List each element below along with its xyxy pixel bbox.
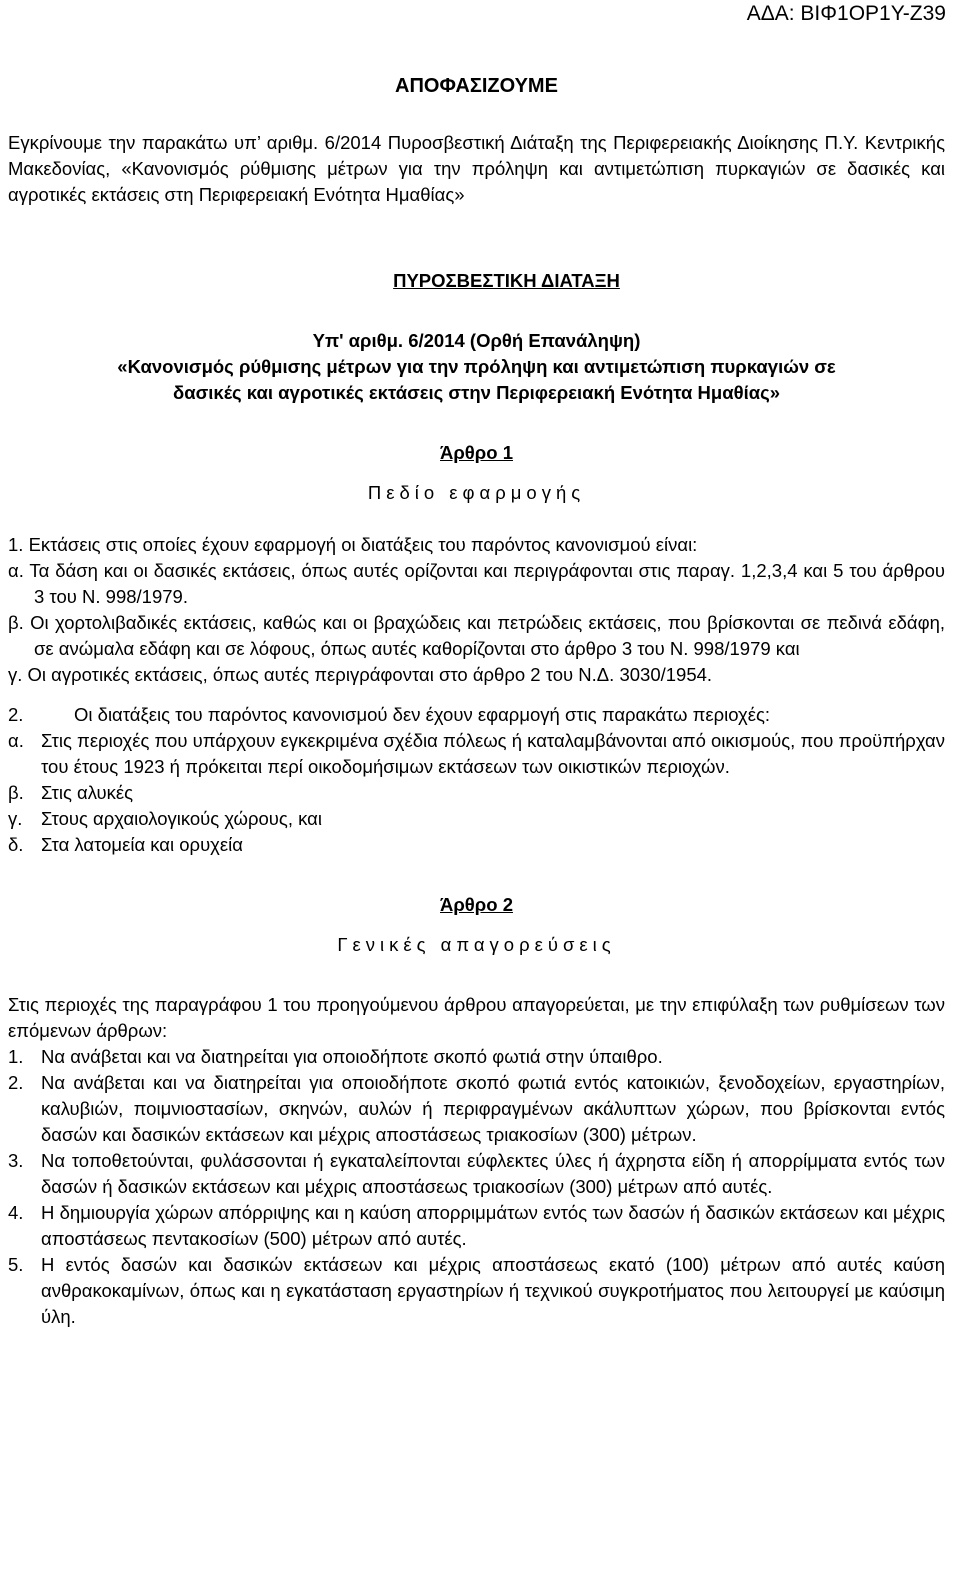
- article1-p2-text: Οι διατάξεις του παρόντος κανονισμού δεν έχουν εφαρμογή στις παρακάτω περιοχές:: [74, 704, 771, 725]
- list-item-num: 3.: [8, 1150, 24, 1171]
- list-item: [8, 1148, 945, 1200]
- list-item-num: β.: [8, 782, 24, 803]
- article2-subheading: Γενικές απαγορεύσεις: [337, 934, 616, 955]
- list-item: [8, 1200, 945, 1252]
- list-item: [8, 1044, 945, 1070]
- decision-heading: ΑΠΟΦΑΣΙΖΟΥΜΕ: [395, 75, 558, 97]
- list-item-num: 1.: [8, 1046, 24, 1067]
- ordinance-number: Υπ' αριθμ. 6/2014 (Ορθή Επανάληψη): [312, 330, 641, 351]
- ordinance-title: ΠΥΡΟΣΒΕΣΤΙΚΗ ΔΙΑΤΑΞΗ: [393, 270, 620, 291]
- list-item-text: Να τοποθετούνται, φυλάσσονται ή εγκαταλείπονται εύφλεκτες ύλες ή άχρηστα είδη ή απορρίμματα εντός των δασών ή δασικών εκτάσεων και μέχρις αποστάσεως τριακοσίων (300) μέτρων από αυτές.: [41, 1150, 945, 1197]
- list-item-num: δ.: [8, 834, 24, 855]
- list-item: [8, 806, 945, 832]
- article1-p1-intro: 1. Εκτάσεις στις οποίες έχουν εφαρμογή οι διατάξεις του παρόντος κανονισμού είναι:: [8, 534, 698, 555]
- ada-code: ΑΔΑ: ΒΙΦ1ΟΡ1Υ-Ζ39: [746, 2, 946, 25]
- list-item-num: 4.: [8, 1202, 24, 1223]
- list-item-text: Να ανάβεται και να διατηρείται για οποιοδήποτε σκοπό φωτιά στην ύπαιθρο.: [41, 1046, 663, 1067]
- list-item: [8, 728, 945, 780]
- article2-intro: Στις περιοχές της παραγράφου 1 του προηγούμενου άρθρου απαγορεύεται, με την επιφύλαξη των ρυθμίσεων των επόμενων άρθρων:: [8, 994, 945, 1041]
- intro-paragraph: Εγκρίνουμε την παρακάτω υπ’ αριθμ. 6/2014 Πυροσβεστική Διάταξη της Περιφερειακής Διοίκησης Π.Υ. Κεντρικής Μακεδονίας, «Κανονισμός ρύθμισης μέτρων για την πρόληψη και αντιμετώπιση πυρκαγιών σε δασικές και αγροτικές εκτάσεις στη Περιφερειακή Ενότητα Ημαθίας»: [8, 132, 945, 205]
- list-item-num: 5.: [8, 1254, 24, 1275]
- article1-p1-a: α. Τα δάση και οι δασικές εκτάσεις, όπως αυτές ορίζονται και περιγράφονται στις παραγ. 1,2,3,4 και 5 του άρθρου 3 του Ν. 998/1979.: [8, 560, 945, 607]
- list-item: [8, 832, 945, 858]
- list-item-text: Στους αρχαιολογικούς χώρους, και: [41, 808, 322, 829]
- list-item-text: Στις αλυκές: [41, 782, 134, 803]
- list-item-text: Η εντός δασών και δασικών εκτάσεων και μέχρις αποστάσεως εκατό (100) μέτρων από αυτές καύση ανθρακοκαμίνων, όπως και η εγκατάσταση εργαστηρίων ή τεχνικού συγκροτήματος που λειτουργεί με καύσιμη ύλη.: [41, 1254, 945, 1327]
- list-item-text: Να ανάβεται και να διατηρείται για οποιοδήποτε σκοπό φωτιά εντός κατοικιών, ξενοδοχείων, εργαστηρίων, καλυβιών, ποιμνιοστασίων, σκηνών, αυλών ή περιφραγμένων ακάλυπτων χώρων, που βρίσκονται εντός δασών και δασικών εκτάσεων και μέχρις αποστάσεως τριακοσίων (300) μέτρων.: [41, 1072, 945, 1145]
- article1-p1-b: β. Οι χορτολιβαδικές εκτάσεις, καθώς και οι βραχώδεις και πετρώδεις εκτάσεις, που βρίσκονται σε πεδινά εδάφη, σε ανώμαλα εδάφη και σε λόφους, όπως αυτές καθορίζονται στο άρθρο 3 του Ν. 998/1979 και: [8, 612, 945, 659]
- list-item-num: γ.: [8, 808, 23, 829]
- article1-p1-c: γ. Οι αγροτικές εκτάσεις, όπως αυτές περιγράφονται στο άρθρο 2 του Ν.Δ. 3030/1954.: [8, 664, 713, 685]
- list-item: [8, 1252, 945, 1330]
- list-item-num: 2.: [8, 1072, 24, 1093]
- list-item: [8, 1070, 945, 1148]
- list-item-text: Η δημιουργία χώρων απόρριψης και η καύση απορριμμάτων εντός των δασών ή δασικών εκτάσεων και μέχρις αποστάσεως πεντακοσίων (500) μέτρων από αυτές.: [41, 1202, 945, 1249]
- article1-subheading: Πεδίο εφαρμογής: [367, 482, 586, 503]
- article1-heading: Άρθρο 1: [440, 442, 513, 463]
- list-item-num: α.: [8, 730, 24, 751]
- article1-p2-num: 2.: [8, 704, 24, 725]
- ordinance-subject-line1: «Κανονισμός ρύθμισης μέτρων για την πρόληψη και αντιμετώπιση πυρκαγιών σε: [117, 356, 836, 377]
- list-item: [8, 780, 945, 806]
- article1-p2-intro: [8, 702, 945, 728]
- document-body: [8, 72, 945, 1330]
- ordinance-subject-line2: δασικές και αγροτικές εκτάσεις στην Περιφερειακή Ενότητα Ημαθίας»: [173, 382, 780, 403]
- list-item-text: Στις περιοχές που υπάρχουν εγκεκριμένα σχέδια πόλεως ή καταλαμβάνονται από οικισμούς, που προϋπήρχαν του έτους 1923 ή πρόκειται περί οικοδομήσιμων εκτάσεων των οικιστικών περιοχών.: [41, 730, 945, 777]
- list-item-text: Στα λατομεία και ορυχεία: [41, 834, 243, 855]
- article2-heading: Άρθρο 2: [440, 894, 513, 915]
